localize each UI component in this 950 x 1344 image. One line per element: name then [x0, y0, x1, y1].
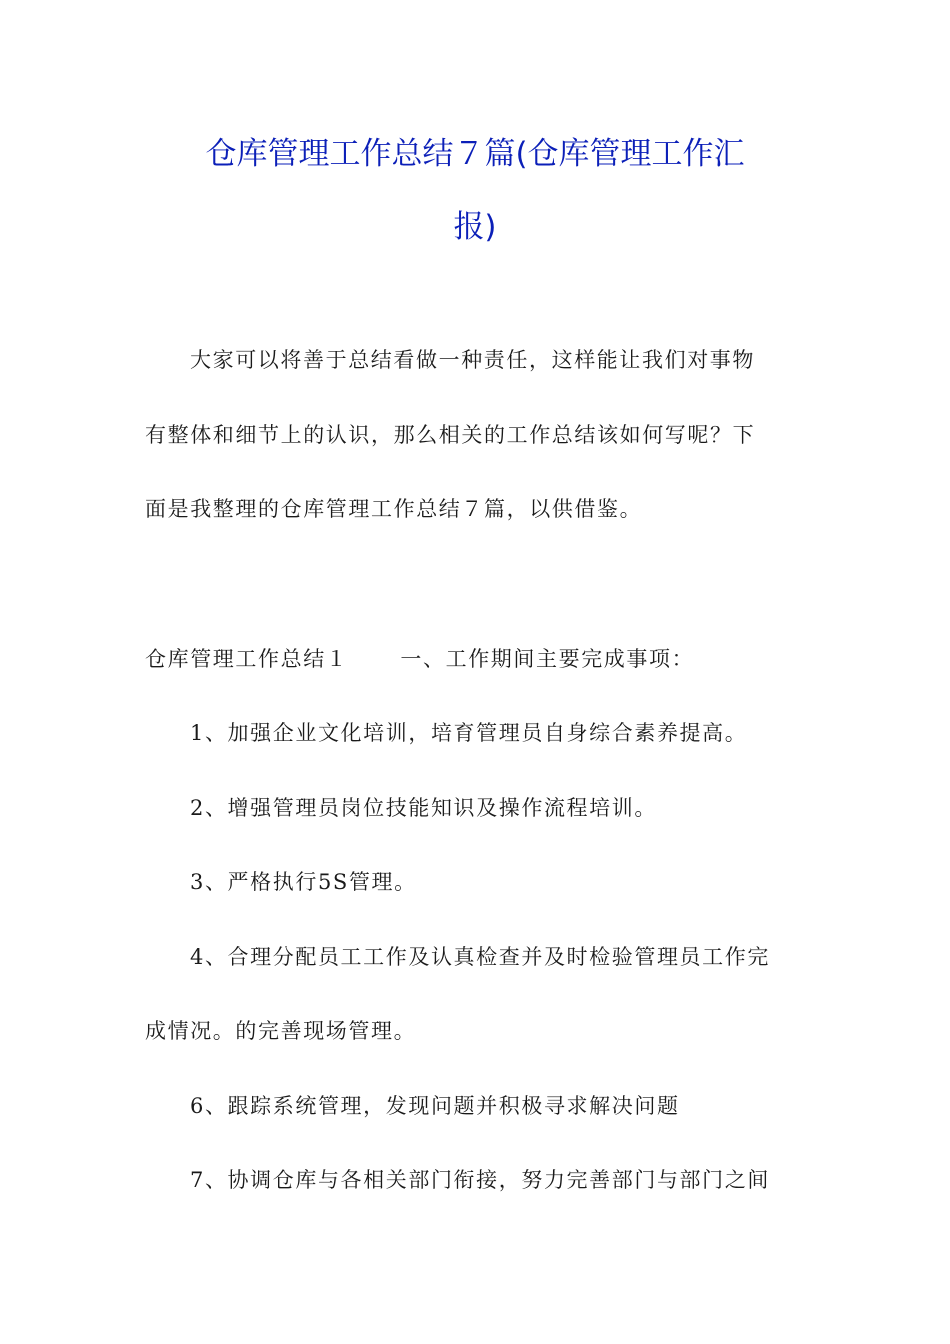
list-item-1: 1、加强企业文化培训，培育管理员自身综合素养提高。 [190, 721, 748, 745]
section-heading: 仓库管理工作总结１ [145, 647, 349, 671]
section-heading-row [145, 644, 807, 674]
document-title-line-2: 报) [453, 209, 497, 245]
section-subheading: 一、工作期间主要完成事项： [400, 647, 695, 671]
document-title-line-1: 仓库管理工作总结７篇(仓库管理工作汇 [205, 136, 745, 172]
list-item-6: 6、跟踪系统管理，发现问题并积极寻求解决问题 [190, 1094, 680, 1118]
list-item-2: 2、增强管理员岗位技能知识及操作流程培训。 [190, 796, 657, 820]
list-item-7: 7、协调仓库与各相关部门衔接，努力完善部门与部门之间 [190, 1168, 770, 1192]
list-item-3: 3、严格执行5S管理。 [190, 870, 417, 894]
list-item-4-continued: 成情况。的完善现场管理。 [145, 1019, 417, 1043]
intro-line-3: 面是我整理的仓库管理工作总结７篇，以供借鉴。 [145, 497, 643, 521]
intro-line-1: 大家可以将善于总结看做一种责任，这样能让我们对事物 [190, 348, 755, 372]
list-item-4: 4、合理分配员工工作及认真检查并及时检验管理员工作完 [190, 945, 770, 969]
intro-line-2: 有整体和细节上的认识，那么相关的工作总结该如何写呢？下 [145, 423, 756, 447]
